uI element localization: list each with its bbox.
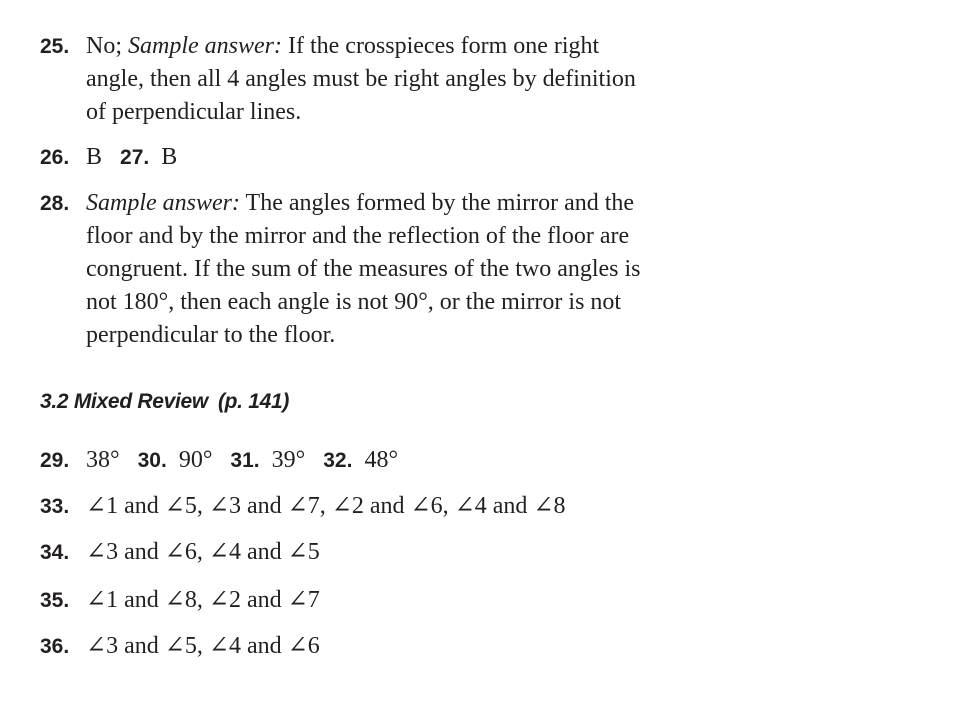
answer-28-line-1 xyxy=(40,187,740,220)
answer-33-value: ∠1 and ∠5, ∠3 and ∠7, ∠2 and ∠6, ∠4 and ∠8 xyxy=(86,493,566,519)
answer-30-value: 90° xyxy=(178,447,213,473)
answer-25-line-3: of perpendicular lines. xyxy=(86,99,302,125)
answer-28-line-3: congruent. If the sum of the measures of the two angles is xyxy=(86,256,641,282)
answer-25-line-1 xyxy=(40,30,740,63)
answer-25-text-1: If the crosspieces form one right xyxy=(281,33,600,59)
answer-33-number: 33. xyxy=(40,495,70,518)
answer-31-number: 31. xyxy=(230,449,260,472)
answer-35-value: ∠1 and ∠8, ∠2 and ∠7 xyxy=(86,587,320,613)
answer-26-number: 26. xyxy=(40,146,70,169)
answer-33 xyxy=(40,490,740,523)
answer-26-value: B xyxy=(86,144,103,170)
section-page-ref: (p. 141) xyxy=(217,390,290,413)
answer-28-number: 28. xyxy=(40,192,70,215)
answer-32-number: 32. xyxy=(323,449,353,472)
answer-30-number: 30. xyxy=(137,449,167,472)
answer-28-sample-label: Sample answer: xyxy=(86,190,240,216)
answer-25-line-2: angle, then all 4 angles must be right angles by definition xyxy=(86,66,636,92)
answers-29-32 xyxy=(40,444,740,477)
answer-29-value: 38° xyxy=(86,447,120,473)
answer-35-number: 35. xyxy=(40,589,70,612)
answer-35 xyxy=(40,584,740,617)
answer-27-number: 27. xyxy=(120,146,150,169)
answer-34-number: 34. xyxy=(40,541,70,564)
answer-36-value: ∠3 and ∠5, ∠4 and ∠6 xyxy=(86,633,320,659)
answer-25-lead: No; xyxy=(86,33,128,59)
answer-25-sample-label: Sample answer: xyxy=(128,33,282,59)
answer-29-number: 29. xyxy=(40,449,70,472)
answer-34-value: ∠3 and ∠6, ∠4 and ∠5 xyxy=(86,539,320,565)
answer-36-number: 36. xyxy=(40,635,70,658)
answer-34 xyxy=(40,536,740,569)
answer-25 xyxy=(40,30,740,129)
section-title: 3.2 Mixed Review xyxy=(40,390,208,413)
section-heading xyxy=(40,390,289,414)
answer-28-text-1: The angles formed by the mirror and the xyxy=(239,190,635,216)
answer-25-number: 25. xyxy=(40,35,70,58)
answer-28-line-4: not 180°, then each angle is not 90°, or the mirror is not xyxy=(86,289,622,315)
answer-28-line-5: perpendicular to the floor. xyxy=(86,322,336,348)
answer-28 xyxy=(40,187,740,352)
answer-28-line-2: floor and by the mirror and the reflection of the floor are xyxy=(86,223,630,249)
answers-26-27 xyxy=(40,141,740,174)
answer-32-value: 48° xyxy=(364,447,399,473)
answer-27-value: B xyxy=(161,144,178,170)
answer-31-value: 39° xyxy=(271,447,306,473)
answer-36 xyxy=(40,630,740,663)
